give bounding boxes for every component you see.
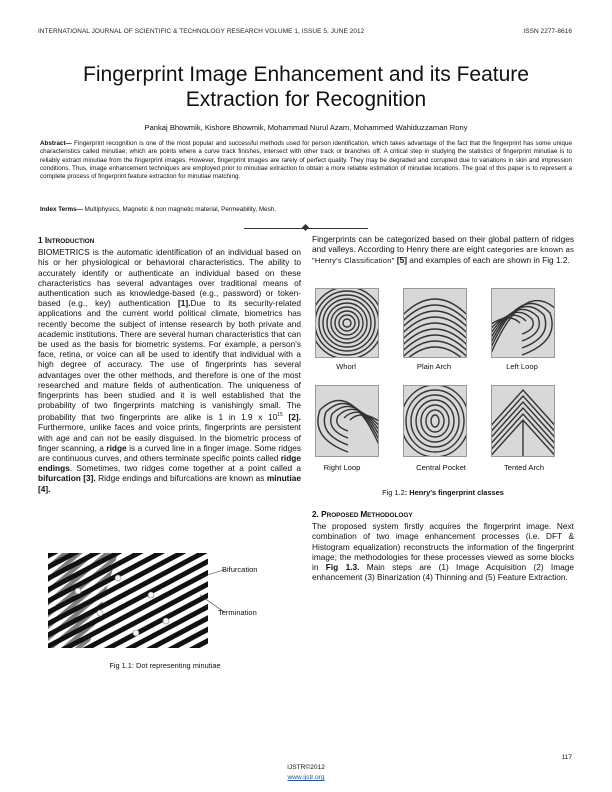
page-title <box>20 62 592 112</box>
right-loop-image <box>315 385 379 457</box>
issn: ISSN 2277-8616 <box>523 28 572 35</box>
divider-diamond-icon <box>302 224 309 231</box>
whorl-label: Whorl <box>336 362 356 371</box>
abstract <box>40 140 572 181</box>
left-loop-image <box>491 288 555 358</box>
intro-column <box>38 236 301 494</box>
abstract-label: Abstract— <box>40 140 72 147</box>
methodology-column <box>312 510 574 582</box>
plain-arch-image <box>403 288 467 358</box>
index-terms-label: Index Terms— <box>40 206 83 213</box>
bifurcation-label: Bifurcation <box>222 565 258 574</box>
journal-url-link[interactable]: www.ijstr.org <box>287 774 325 781</box>
whorl-image <box>315 288 379 358</box>
henry-paragraph: Fingerprints can be categorized based on their global pattern of ridges and valleys. According to Henry there are eight categories are known as "Henry's Classification" [5] and examples of each are shown in Fig 1.2. <box>312 234 574 266</box>
index-terms-text: Multiphysics, Magnetic & non magnetic material, Permeability, Mesh. <box>82 206 277 213</box>
tented-arch-image <box>491 385 555 457</box>
left-loop-label: Left Loop <box>506 362 538 371</box>
intro-heading: 1 INTRODUCTION <box>38 236 95 245</box>
methodology-paragraph: The proposed system firstly acquires the fingerprint image. Next combination of two image enhancement processes (i.e. DFT & Histogram equalization) reconstructs the information of the fingerprint image; the methodologies for these processes viewed as some blocks in Fig 1.3. Main steps are (1) Image Acquisition (2) Image enhancement (3) Binarization (4) Thinning and (5) Feature Extraction. <box>312 521 574 583</box>
tented-arch-label: Tented Arch <box>503 463 545 472</box>
index-terms <box>40 206 572 213</box>
authors: Pankaj Bhowmik, Kishore Bhowmik, Mohammad Nurul Azam, Mohammed Wahiduzzaman Rony <box>144 123 468 132</box>
right-loop-label: Right Loop <box>323 463 361 472</box>
fig-1-2-caption: Fig 1.2: Henry's fingerprint classes <box>382 488 504 497</box>
abstract-text: Fingerprint recognition is one of the most popular and successful methods used for person identification, which takes advantage of the fact that the fingerprint has some unique characteristics called minutiae; which are points where a curve track finishes, intersect with other track or branches off. A critical step in studying the statistics of fingerprint minutiae is to reliably extract minutiae from the fingerprint images. However, fingerprint images are rarely of perfect quality. They may be degraded and corrupted due to variations in skin and impression conditions. Thus, image enhancement techniques are employed prior to minutiae extraction to obtain a more reliable estimation of minutiae locations. The goal of this paper is to represent a complete process of fingerprint feature extraction for minutiae matching. <box>40 140 572 181</box>
journal-header: INTERNATIONAL JOURNAL OF SCIENTIFIC & TECHNOLOGY RESEARCH VOLUME 1, ISSUE 5, JUNE 2012 <box>38 28 365 35</box>
central-pocket-image <box>403 385 467 457</box>
methodology-heading: 2. PROPOSED METHODOLOGY <box>312 510 413 519</box>
journal-code: IJSTR©2012 <box>287 764 325 771</box>
minutiae-fingerprint-figure <box>48 553 208 648</box>
title-line-2: Extraction for Recognition <box>185 88 427 111</box>
plain-arch-label: Plain Arch <box>416 362 452 371</box>
fig-1-1-caption: Fig 1.1: Dot representing minutiae <box>109 661 221 670</box>
page-number: 117 <box>561 754 572 761</box>
central-pocket-label: Central Pocket <box>416 463 466 472</box>
intro-paragraph: BIOMETRICS is the automatic identification of an individual based on his or her physiological or behavioral characteristics. The ability to accurately identify or authenticate an individual based on these characteristics has several advantages over traditional means of authentication such as knowledge-based (e.g., password) or token-based (e.g., key) authentication [1].Due to its security-related applications and the current world political climate, biometrics has recently become the subject of intense research by both private and academic institutions. There are several human characteristics that can be used as the basis for biometric systems. For example, a person's face, retina, or voice can all be used to identify that individual with a high degree of accuracy. The use of fingerprints has several advantages over the other methods, and therefore is one of the most researched and mature fields of authentication. The uniqueness of fingerprints has been studied and it is well established that the probability of two fingerprints matching is vanishingly small. The probability that two fingerprints are alike is 1 in 1.9 x $10^{15}$ [2]. Furthermore, unlike faces and voice prints, fingerprints are persistent with age and can not be easily disguised. In the biometric process of finger scanning, a ridge is a curved line in a finger image. Some ridges are continuous curves, and others terminate specific points called ridge endings. Sometimes, two ridges come together at a point called a bifurcation [3]. Ridge endings and bifurcations are known as minutiae [4]. <box>38 247 301 494</box>
title-line-1: Fingerprint Image Enhancement and its Feature <box>83 63 529 86</box>
termination-label: Termination <box>218 608 257 617</box>
